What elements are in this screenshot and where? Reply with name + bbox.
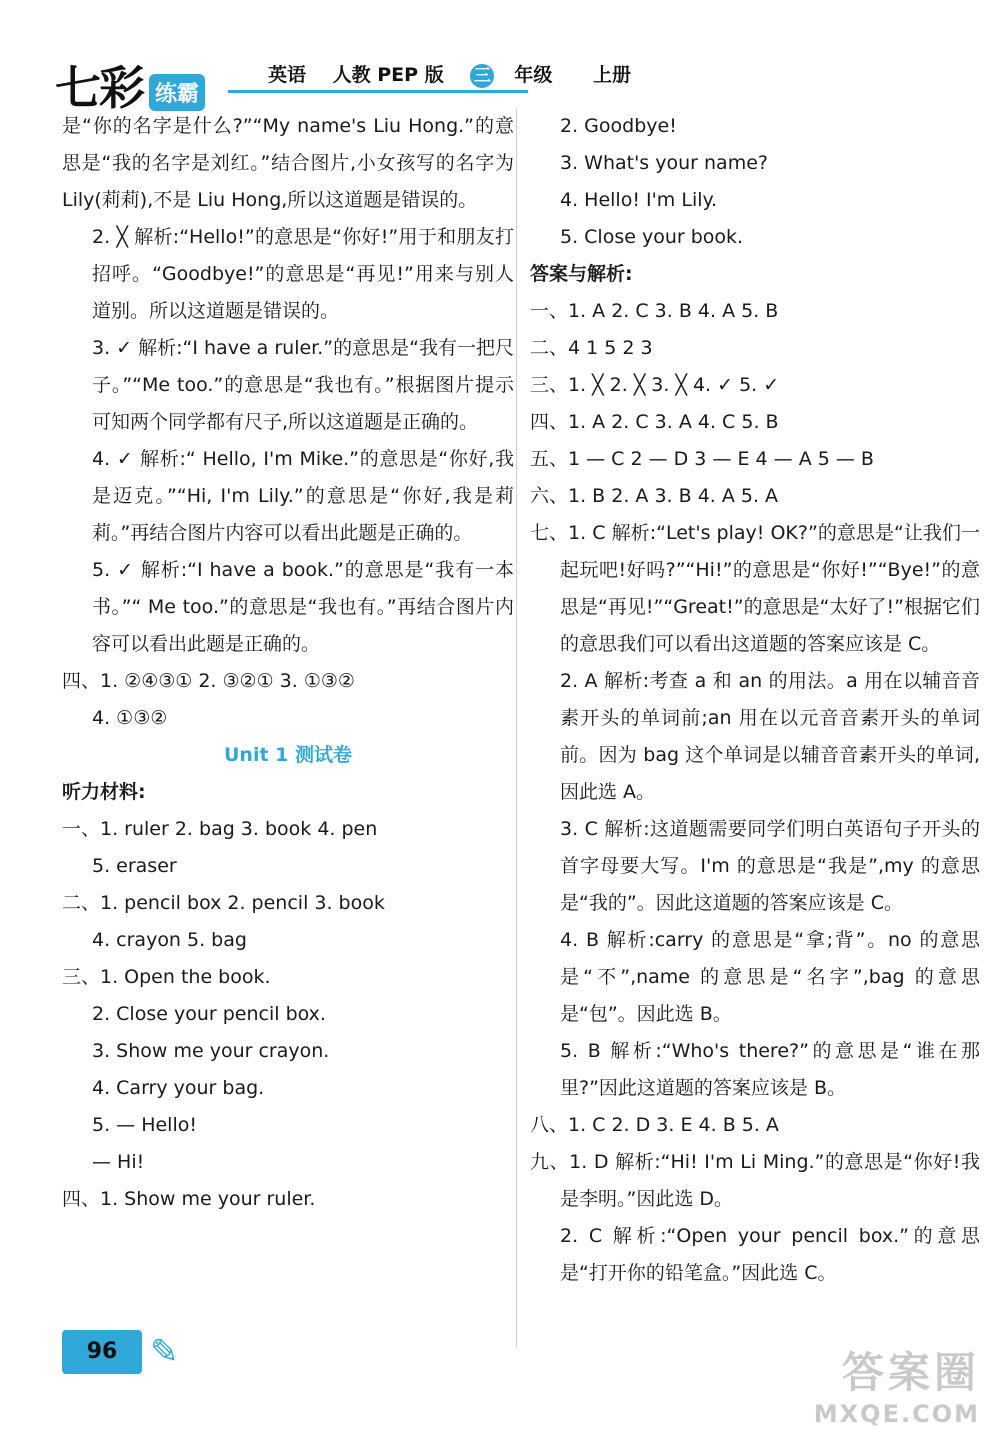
book-info — [268, 60, 651, 88]
answer-line: 二、4 1 5 2 3 — [530, 337, 653, 359]
answer-paragraph: 3. C 解析:这道题需要同学们明白英语句子开头的首字母要大写。I'm 的意思是“我是”,my 的意思是“我的”。因此这道题的答案应该是 C。 — [560, 818, 980, 914]
right-column — [530, 108, 980, 1292]
section-4-answers: 四、1. ②④③① 2. ③②① 3. ①③② — [62, 670, 355, 692]
listening-line: 四、1. Show me your ruler. — [62, 1188, 316, 1210]
answers-title: 答案与解析: — [530, 263, 633, 285]
column-divider — [516, 108, 517, 1348]
answer-line: 六、1. B 2. A 3. B 4. A 5. A — [530, 485, 779, 507]
listening-line: 2. Goodbye! — [560, 115, 677, 137]
subject-label: 英语 — [268, 64, 307, 86]
answer-paragraph: 5. ✓ 解析:“I have a book.”的意思是“我有一本书。”“ Me too.”的意思是“我也有。”再结合图片内容可以看出此题是正确的。 — [92, 559, 514, 655]
listening-line: 4. crayon 5. bag — [92, 929, 247, 951]
section-4-answers-cont: 4. ①③② — [92, 707, 168, 729]
answer-paragraph: 七、1. C 解析:“Let's play! OK?”的意思是“让我们一起玩吧!好吗?”“Hi!”的意思是“你好!”“Bye!”的意思是“再见!”“Great!”的意思是“太好了!”根据它们的意思我们可以看出这道题的答案应该是 C。 — [530, 522, 980, 655]
brand-logo: 七彩 练霸 — [55, 52, 205, 118]
listening-line: 4. Hello! I'm Lily. — [560, 189, 718, 211]
watermark — [814, 1340, 980, 1428]
answer-paragraph: 2. C 解析:“Open your pencil box.”的意思是“打开你的铅笔盒。”因此选 C。 — [560, 1225, 980, 1284]
watermark-text: 答案圈 — [841, 1348, 980, 1397]
grade-label: 年级 — [514, 64, 553, 86]
watermark-url: MXQE.COM — [813, 1400, 980, 1428]
answer-paragraph: 2. ╳ 解析:“Hello!”的意思是“你好!”用于和朋友打招呼。“Goodbye!”的意思是“再见!”用来与别人道别。所以这道题是错误的。 — [92, 226, 514, 322]
answer-line: 八、1. C 2. D 3. E 4. B 5. A — [530, 1114, 779, 1136]
listening-line: 5. eraser — [92, 855, 177, 877]
listening-title: 听力材料: — [62, 781, 146, 803]
left-column — [62, 108, 514, 1218]
edition-label: 人教 PEP 版 — [332, 64, 444, 86]
listening-line: 二、1. pencil box 2. pencil 3. book — [62, 892, 385, 914]
answer-paragraph: 4. B 解析:carry 的意思是“拿;背”。no 的意思是“不”,name 的意思是“名字”,bag 的意思是“包”。因此选 B。 — [560, 929, 980, 1025]
listening-line: 5. — Hello! — [92, 1114, 197, 1136]
listening-line: 4. Carry your bag. — [92, 1077, 265, 1099]
answer-paragraph: 4. ✓ 解析:“ Hello, I'm Mike.”的意思是“你好,我是迈克。”“Hi, I'm Lily.”的意思是“你好,我是莉莉。”再结合图片内容可以看出此题是正确的。 — [92, 448, 514, 544]
answer-line: 一、1. A 2. C 3. B 4. A 5. B — [530, 300, 779, 322]
page-header — [0, 0, 1000, 115]
listening-line: 一、1. ruler 2. bag 3. book 4. pen — [62, 818, 378, 840]
listening-line: 2. Close your pencil box. — [92, 1003, 326, 1025]
page-number: 96 — [62, 1330, 142, 1374]
pencil-icon: ✎ — [150, 1332, 179, 1372]
brand-logo-tag: 练霸 — [149, 74, 205, 111]
header-rule — [228, 90, 528, 93]
answer-paragraph: 九、1. D 解析:“Hi! I'm Li Ming.”的意思是“你好!我是李明。”因此选 D。 — [530, 1151, 980, 1210]
unit-title: Unit 1 测试卷 — [224, 744, 352, 766]
listening-line: 5. Close your book. — [560, 226, 744, 248]
listening-line: — Hi! — [92, 1151, 145, 1173]
listening-line: 三、1. Open the book. — [62, 966, 271, 988]
volume-label: 上册 — [592, 64, 631, 86]
answer-line: 三、1. ╳ 2. ╳ 3. ╳ 4. ✓ 5. ✓ — [530, 374, 780, 396]
answer-paragraph: 3. ✓ 解析:“I have a ruler.”的意思是“我有一把尺子。”“Me too.”的意思是“我也有。”根据图片提示可知两个同学都有尺子,所以这道题是正确的。 — [92, 337, 514, 433]
answer-paragraph: 是“你的名字是什么?”“My name's Liu Hong.”的意思是“我的名字是刘红。”结合图片,小女孩写的名字为 Lily(莉莉),不是 Liu Hong,所以这道题是错误的。 — [62, 115, 514, 211]
answer-line: 四、1. A 2. C 3. A 4. C 5. B — [530, 411, 779, 433]
listening-line: 3. What's your name? — [560, 152, 768, 174]
answer-paragraph: 5. B 解析:“Who's there?”的意思是“谁在那里?”因此这道题的答案应该是 B。 — [560, 1040, 980, 1099]
listening-line: 3. Show me your crayon. — [92, 1040, 330, 1062]
answer-paragraph: 2. A 解析:考查 a 和 an 的用法。a 用在以辅音音素开头的单词前;an 用在以元音音素开头的单词前。因为 bag 这个单词是以辅音音素开头的单词,因此选 A。 — [560, 670, 980, 803]
grade-badge: 三 — [470, 64, 494, 88]
answer-line: 五、1 — C 2 — D 3 — E 4 — A 5 — B — [530, 448, 874, 470]
